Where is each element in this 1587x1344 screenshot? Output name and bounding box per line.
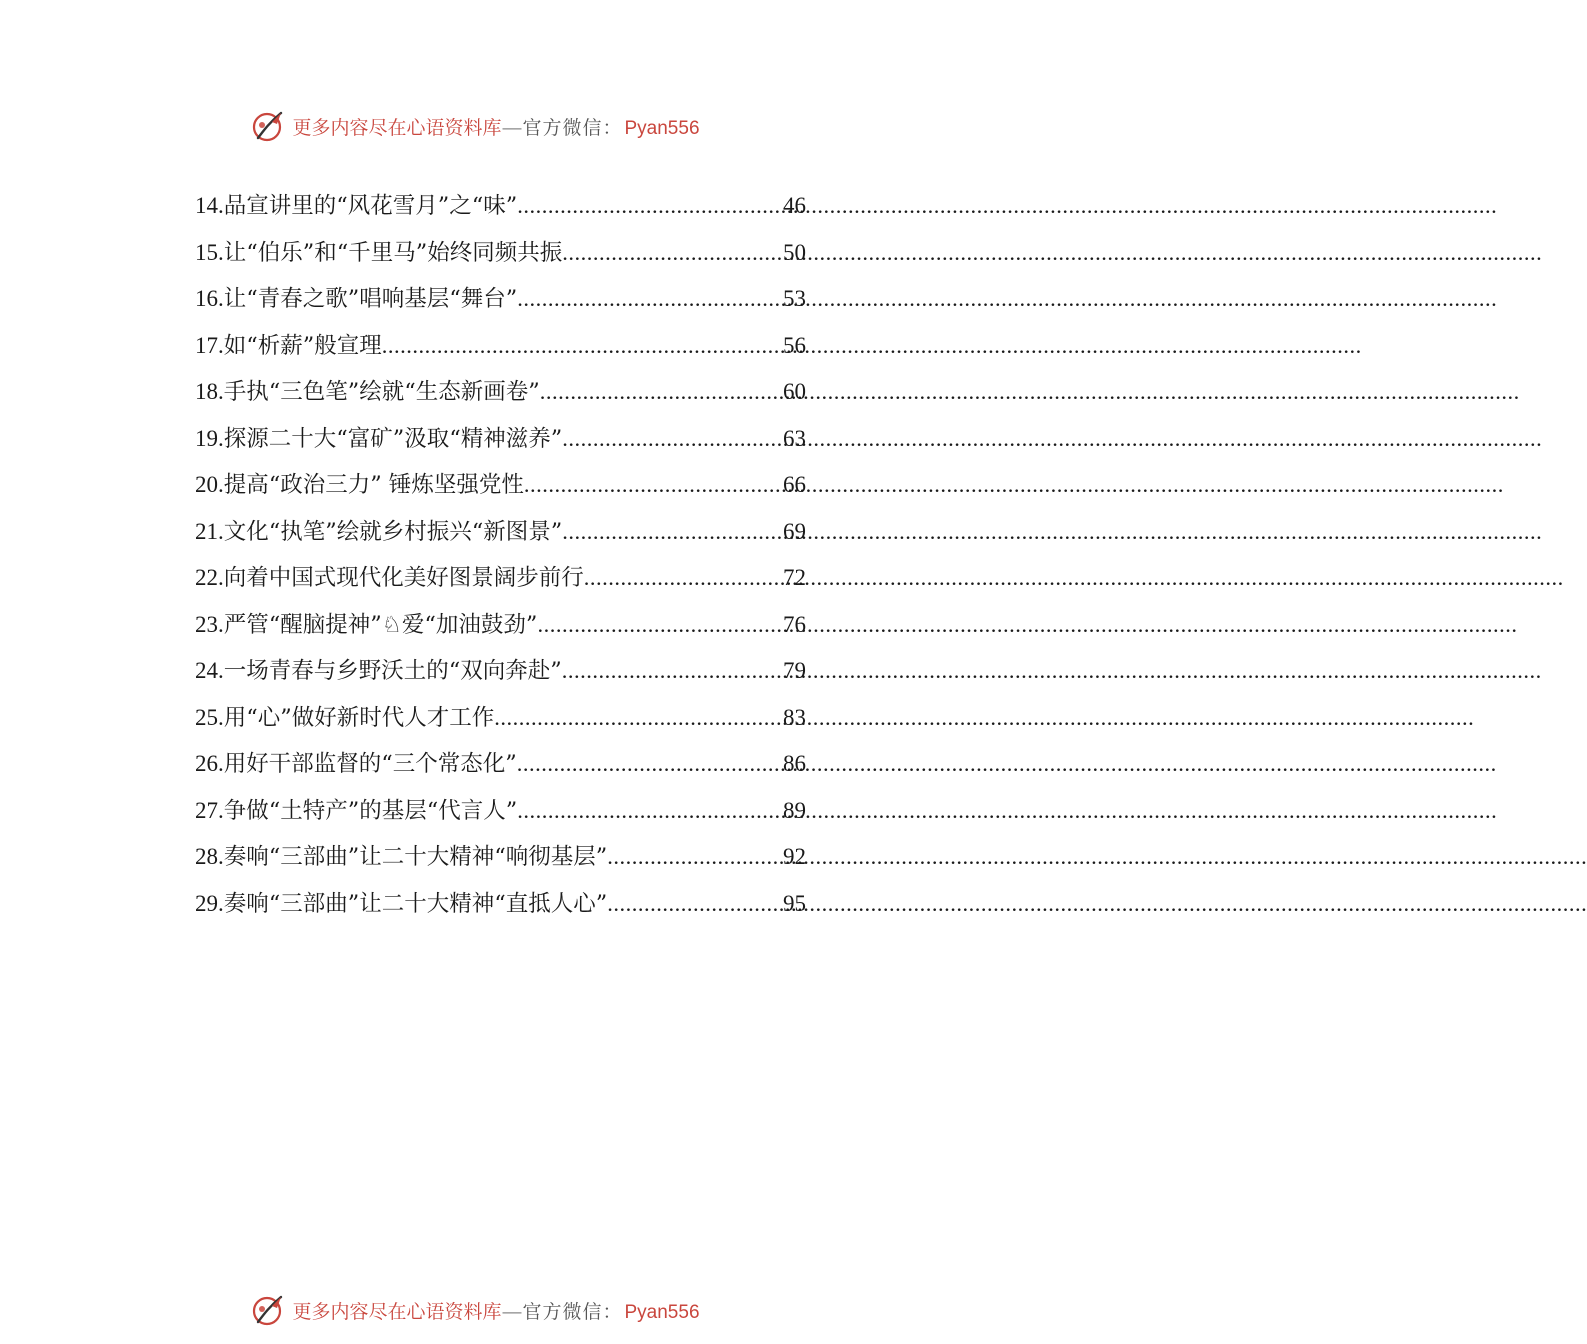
entry-number: 22. bbox=[195, 565, 224, 590]
entry-number: 21. bbox=[195, 518, 224, 544]
entry-number: 19. bbox=[195, 425, 224, 451]
entry-title: 探源二十大“富矿”汲取“精神滋养” bbox=[223, 425, 563, 452]
pen-logo-icon bbox=[250, 108, 286, 144]
entry-number: 16. bbox=[195, 286, 224, 311]
entry-title: 争做“土特产”的基层“代言人” bbox=[223, 797, 518, 824]
entry-page-number: 72 bbox=[783, 565, 806, 590]
banner-dash: — bbox=[502, 117, 522, 139]
dot-leader bbox=[562, 230, 783, 277]
dot-leader bbox=[584, 555, 783, 602]
toc-entry[interactable] bbox=[195, 276, 806, 323]
banner-wechat-id: Pyan556 bbox=[624, 117, 700, 139]
entry-page-number: 50 bbox=[783, 239, 806, 265]
entry-title: 严管“醒脑提神”♘爱“加油鼓劲” bbox=[223, 611, 538, 638]
toc-entry[interactable] bbox=[195, 509, 806, 556]
header-banner bbox=[0, 106, 950, 146]
entry-page-number: 46 bbox=[783, 193, 806, 218]
toc-entry[interactable] bbox=[195, 834, 806, 881]
entry-title: 用“心”做好新时代人才工作 bbox=[223, 704, 495, 731]
entry-number: 18. bbox=[195, 379, 224, 404]
entry-page-number: 89 bbox=[783, 797, 806, 823]
entry-title: 让“青春之歌”唱响基层“舞台” bbox=[223, 286, 518, 312]
entry-page-number: 79 bbox=[783, 658, 806, 683]
toc-entry[interactable] bbox=[195, 695, 806, 742]
dot-leader bbox=[562, 509, 783, 556]
entry-title: 向着中国式现代化美好图景阔步前行 bbox=[223, 565, 584, 591]
entry-title: 一场青春与乡野沃土的“双向奔赴” bbox=[223, 658, 562, 684]
footer-banner bbox=[0, 1290, 950, 1330]
entry-number: 25. bbox=[195, 704, 224, 730]
toc-entry[interactable] bbox=[195, 741, 806, 788]
pen-logo-icon bbox=[250, 1292, 286, 1328]
entry-page-number: 53 bbox=[783, 286, 806, 311]
toc-entry[interactable] bbox=[195, 323, 806, 370]
entry-page-number: 60 bbox=[783, 379, 806, 404]
toc-entry[interactable] bbox=[195, 788, 806, 835]
entry-number: 27. bbox=[195, 797, 224, 823]
dot-leader bbox=[517, 276, 783, 323]
entry-page-number: 86 bbox=[783, 751, 806, 776]
entry-page-number: 69 bbox=[783, 518, 806, 544]
toc-entry[interactable] bbox=[195, 648, 806, 695]
dot-leader bbox=[562, 648, 783, 695]
entry-number: 26. bbox=[195, 751, 224, 776]
entry-page-number: 66 bbox=[783, 472, 806, 497]
dot-leader bbox=[607, 881, 783, 928]
entry-page-number: 83 bbox=[783, 704, 806, 730]
entry-title: 文化“执笔”绘就乡村振兴“新图景” bbox=[223, 518, 563, 545]
banner-dash: — bbox=[502, 1301, 522, 1323]
toc-entry[interactable] bbox=[195, 462, 806, 509]
banner-main-text: 更多内容尽在心语资料库 bbox=[292, 116, 502, 139]
toc-entry[interactable] bbox=[195, 230, 806, 277]
entry-number: 24. bbox=[195, 658, 224, 683]
entry-number: 29. bbox=[195, 890, 224, 916]
entry-title: 提高“政治三力” 锤炼坚强党性 bbox=[223, 472, 524, 498]
dot-leader bbox=[524, 462, 783, 509]
entry-number: 20. bbox=[195, 472, 224, 497]
entry-page-number: 76 bbox=[783, 611, 806, 637]
entry-number: 17. bbox=[195, 332, 224, 358]
toc-entry[interactable] bbox=[195, 881, 806, 928]
banner-label: 官方微信： bbox=[522, 116, 623, 139]
entry-number: 15. bbox=[195, 239, 224, 265]
entry-page-number: 56 bbox=[783, 332, 806, 358]
dot-leader bbox=[494, 695, 783, 742]
entry-page-number: 63 bbox=[783, 425, 806, 451]
toc-entry[interactable] bbox=[195, 369, 806, 416]
entry-title: 手执“三色笔”绘就“生态新画卷” bbox=[223, 379, 540, 405]
dot-leader bbox=[517, 741, 783, 788]
toc-entry[interactable] bbox=[195, 416, 806, 463]
entry-title: 让“伯乐”和“千里马”始终同频共振 bbox=[223, 239, 563, 266]
entry-title: 奏响“三部曲”让二十大精神“响彻基层” bbox=[223, 844, 608, 870]
dot-leader bbox=[607, 834, 783, 881]
banner-wechat-id: Pyan556 bbox=[624, 1301, 700, 1323]
entry-number: 28. bbox=[195, 844, 224, 869]
entry-page-number: 95 bbox=[783, 890, 806, 916]
entry-page-number: 92 bbox=[783, 844, 806, 869]
table-of-contents bbox=[195, 183, 806, 927]
toc-entry[interactable] bbox=[195, 183, 806, 230]
entry-number: 23. bbox=[195, 611, 224, 637]
banner-main-text: 更多内容尽在心语资料库 bbox=[292, 1300, 502, 1323]
dot-leader bbox=[382, 323, 783, 370]
entry-title: 如“析薪”般宣理 bbox=[223, 332, 382, 359]
entry-title: 奏响“三部曲”让二十大精神“直抵人心” bbox=[223, 890, 608, 917]
toc-entry[interactable] bbox=[195, 602, 806, 649]
entry-title: 品宣讲里的“风花雪月”之“味” bbox=[223, 193, 518, 219]
banner-label: 官方微信： bbox=[522, 1300, 623, 1323]
dot-leader bbox=[517, 788, 783, 835]
dot-leader bbox=[562, 416, 783, 463]
toc-entry[interactable] bbox=[195, 555, 806, 602]
dot-leader bbox=[537, 602, 783, 649]
dot-leader bbox=[540, 369, 783, 416]
entry-number: 14. bbox=[195, 193, 224, 218]
entry-title: 用好干部监督的“三个常态化” bbox=[223, 751, 517, 777]
dot-leader bbox=[517, 183, 783, 230]
